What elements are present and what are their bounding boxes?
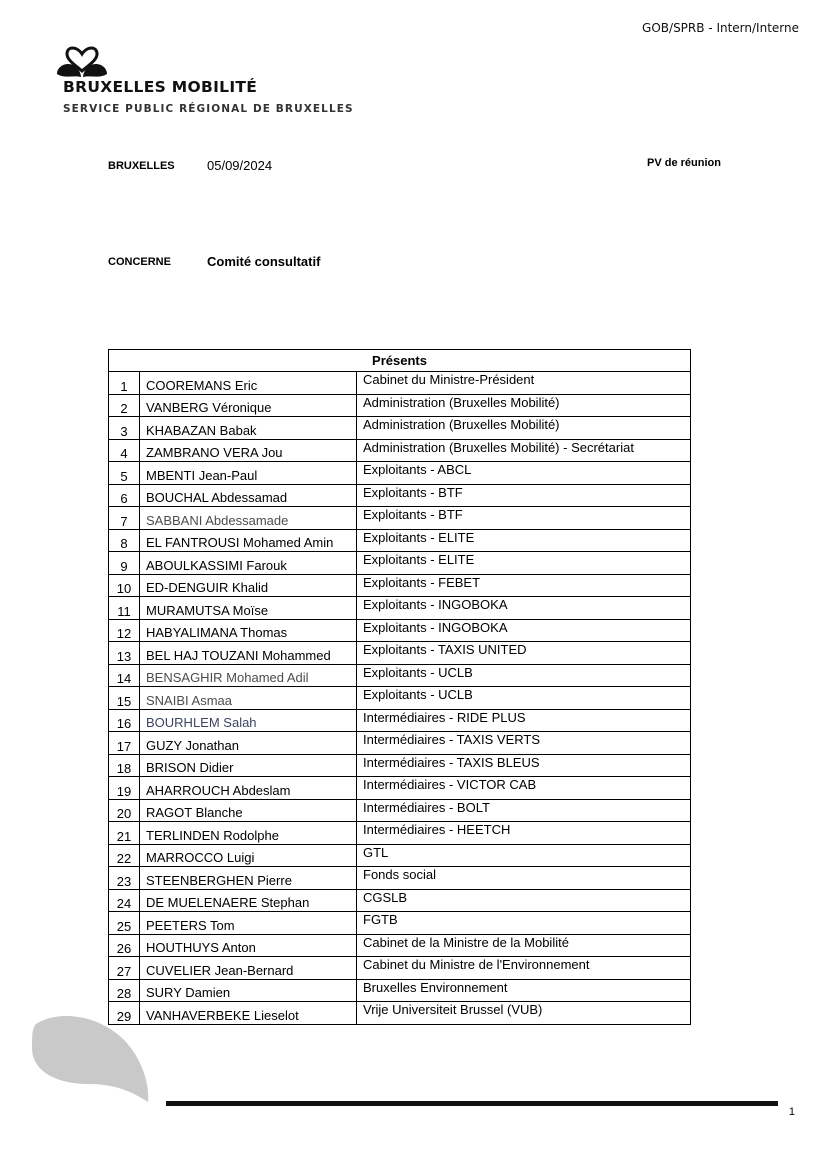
table-row bbox=[109, 709, 691, 732]
attendee-organization: Fonds social bbox=[357, 867, 691, 890]
attendee-name: BRISON Didier bbox=[140, 754, 357, 777]
table-row bbox=[109, 732, 691, 755]
attendee-name: EL FANTROUSI Mohamed Amin bbox=[140, 529, 357, 552]
table-row bbox=[109, 529, 691, 552]
attendee-name: SABBANI Abdessamade bbox=[140, 507, 357, 530]
heart-swan-logo-icon bbox=[55, 44, 109, 80]
attendee-organization: Exploitants - UCLB bbox=[357, 664, 691, 687]
table-row bbox=[109, 754, 691, 777]
attendee-organization: Cabinet du Ministre-Président bbox=[357, 372, 691, 395]
attendee-name: VANBERG Véronique bbox=[140, 394, 357, 417]
concerne-label: CONCERNE bbox=[108, 256, 171, 268]
classification-label: GOB/SPRB - Intern/Interne bbox=[642, 21, 799, 35]
city-label: BRUXELLES bbox=[108, 160, 175, 172]
attendee-organization: Intermédiaires - TAXIS VERTS bbox=[357, 732, 691, 755]
attendee-organization: FGTB bbox=[357, 912, 691, 935]
row-number: 8 bbox=[109, 529, 140, 552]
row-number: 7 bbox=[109, 507, 140, 530]
attendee-organization: Intermédiaires - VICTOR CAB bbox=[357, 777, 691, 800]
attendee-name: TERLINDEN Rodolphe bbox=[140, 822, 357, 845]
attendee-name: CUVELIER Jean-Bernard bbox=[140, 957, 357, 980]
attendee-name: ED-DENGUIR Khalid bbox=[140, 574, 357, 597]
row-number: 21 bbox=[109, 822, 140, 845]
row-number: 5 bbox=[109, 462, 140, 485]
attendee-organization: Cabinet de la Ministre de la Mobilité bbox=[357, 934, 691, 957]
table-row bbox=[109, 664, 691, 687]
attendee-name: HABYALIMANA Thomas bbox=[140, 619, 357, 642]
meeting-date: 05/09/2024 bbox=[207, 158, 273, 173]
table-row bbox=[109, 957, 691, 980]
attendee-name: SURY Damien bbox=[140, 979, 357, 1002]
attendance-table bbox=[108, 349, 691, 1025]
attendee-name: MURAMUTSA Moïse bbox=[140, 597, 357, 620]
brand-name: BRUXELLES MOBILITÉ bbox=[63, 78, 258, 96]
attendee-organization: Intermédiaires - TAXIS BLEUS bbox=[357, 754, 691, 777]
table-row bbox=[109, 372, 691, 395]
row-number: 23 bbox=[109, 867, 140, 890]
attendee-organization: Exploitants - ELITE bbox=[357, 529, 691, 552]
attendee-name: VANHAVERBEKE Lieselot bbox=[140, 1002, 357, 1025]
attendee-name: MARROCCO Luigi bbox=[140, 844, 357, 867]
table-row bbox=[109, 889, 691, 912]
table-row bbox=[109, 507, 691, 530]
attendee-organization: Exploitants - TAXIS UNITED bbox=[357, 642, 691, 665]
attendee-organization: Administration (Bruxelles Mobilité) bbox=[357, 394, 691, 417]
row-number: 12 bbox=[109, 619, 140, 642]
table-row bbox=[109, 439, 691, 462]
table-row bbox=[109, 642, 691, 665]
attendee-name: KHABAZAN Babak bbox=[140, 417, 357, 440]
row-number: 14 bbox=[109, 664, 140, 687]
row-number: 24 bbox=[109, 889, 140, 912]
table-row bbox=[109, 934, 691, 957]
attendee-name: BENSAGHIR Mohamed Adil bbox=[140, 664, 357, 687]
table-row bbox=[109, 799, 691, 822]
row-number: 19 bbox=[109, 777, 140, 800]
row-number: 17 bbox=[109, 732, 140, 755]
concerne-value: Comité consultatif bbox=[207, 254, 321, 269]
row-number: 4 bbox=[109, 439, 140, 462]
attendee-organization: Intermédiaires - BOLT bbox=[357, 799, 691, 822]
attendee-organization: Exploitants - BTF bbox=[357, 507, 691, 530]
table-row bbox=[109, 844, 691, 867]
row-number: 25 bbox=[109, 912, 140, 935]
attendee-organization: GTL bbox=[357, 844, 691, 867]
attendee-name: STEENBERGHEN Pierre bbox=[140, 867, 357, 890]
row-number: 13 bbox=[109, 642, 140, 665]
table-row bbox=[109, 484, 691, 507]
attendee-name: AHARROUCH Abdeslam bbox=[140, 777, 357, 800]
attendee-organization: Bruxelles Environnement bbox=[357, 979, 691, 1002]
table-row bbox=[109, 867, 691, 890]
row-number: 11 bbox=[109, 597, 140, 620]
table-row bbox=[109, 822, 691, 845]
table-row bbox=[109, 462, 691, 485]
table-row bbox=[109, 394, 691, 417]
attendee-organization: CGSLB bbox=[357, 889, 691, 912]
table-row bbox=[109, 619, 691, 642]
table-row bbox=[109, 979, 691, 1002]
attendee-organization: Vrije Universiteit Brussel (VUB) bbox=[357, 1002, 691, 1025]
table-row bbox=[109, 777, 691, 800]
row-number: 16 bbox=[109, 709, 140, 732]
row-number: 6 bbox=[109, 484, 140, 507]
row-number: 20 bbox=[109, 799, 140, 822]
page-number: 1 bbox=[788, 1106, 795, 1118]
brand-logo bbox=[55, 44, 375, 124]
attendee-name: MBENTI Jean-Paul bbox=[140, 462, 357, 485]
attendee-name: PEETERS Tom bbox=[140, 912, 357, 935]
attendee-organization: Exploitants - INGOBOKA bbox=[357, 597, 691, 620]
attendee-name: GUZY Jonathan bbox=[140, 732, 357, 755]
row-number: 2 bbox=[109, 394, 140, 417]
attendee-organization: Cabinet du Ministre de l'Environnement bbox=[357, 957, 691, 980]
attendee-name: BOUCHAL Abdessamad bbox=[140, 484, 357, 507]
attendee-organization: Intermédiaires - HEETCH bbox=[357, 822, 691, 845]
attendee-name: ZAMBRANO VERA Jou bbox=[140, 439, 357, 462]
document-type: PV de réunion bbox=[647, 157, 721, 169]
row-number: 26 bbox=[109, 934, 140, 957]
attendee-name: HOUTHUYS Anton bbox=[140, 934, 357, 957]
attendee-name: RAGOT Blanche bbox=[140, 799, 357, 822]
row-number: 29 bbox=[109, 1002, 140, 1025]
attendee-organization: Exploitants - ABCL bbox=[357, 462, 691, 485]
attendance-rows bbox=[109, 372, 691, 1025]
brand-subtitle: SERVICE PUBLIC RÉGIONAL DE BRUXELLES bbox=[63, 103, 354, 115]
row-number: 10 bbox=[109, 574, 140, 597]
attendee-organization: Exploitants - FEBET bbox=[357, 574, 691, 597]
attendee-organization: Exploitants - BTF bbox=[357, 484, 691, 507]
table-row bbox=[109, 574, 691, 597]
table-row bbox=[109, 597, 691, 620]
table-title: Présents bbox=[109, 350, 691, 372]
table-row bbox=[109, 417, 691, 440]
attendee-organization: Exploitants - INGOBOKA bbox=[357, 619, 691, 642]
attendee-organization: Intermédiaires - RIDE PLUS bbox=[357, 709, 691, 732]
attendee-name: BEL HAJ TOUZANI Mohammed bbox=[140, 642, 357, 665]
row-number: 18 bbox=[109, 754, 140, 777]
table-row bbox=[109, 687, 691, 710]
row-number: 22 bbox=[109, 844, 140, 867]
attendee-organization: Administration (Bruxelles Mobilité) bbox=[357, 417, 691, 440]
table-row bbox=[109, 552, 691, 575]
attendee-name: SNAIBI Asmaa bbox=[140, 687, 357, 710]
attendee-name: DE MUELENAERE Stephan bbox=[140, 889, 357, 912]
footer-divider bbox=[166, 1101, 778, 1106]
attendee-name: COOREMANS Eric bbox=[140, 372, 357, 395]
row-number: 1 bbox=[109, 372, 140, 395]
attendee-name: ABOULKASSIMI Farouk bbox=[140, 552, 357, 575]
attendee-name: BOURHLEM Salah bbox=[140, 709, 357, 732]
row-number: 3 bbox=[109, 417, 140, 440]
grey-drop-icon bbox=[28, 1012, 153, 1104]
row-number: 15 bbox=[109, 687, 140, 710]
attendee-organization: Exploitants - ELITE bbox=[357, 552, 691, 575]
attendee-organization: Exploitants - UCLB bbox=[357, 687, 691, 710]
row-number: 9 bbox=[109, 552, 140, 575]
row-number: 28 bbox=[109, 979, 140, 1002]
table-row bbox=[109, 1002, 691, 1025]
table-row bbox=[109, 912, 691, 935]
row-number: 27 bbox=[109, 957, 140, 980]
attendee-organization: Administration (Bruxelles Mobilité) - Secrétariat bbox=[357, 439, 691, 462]
